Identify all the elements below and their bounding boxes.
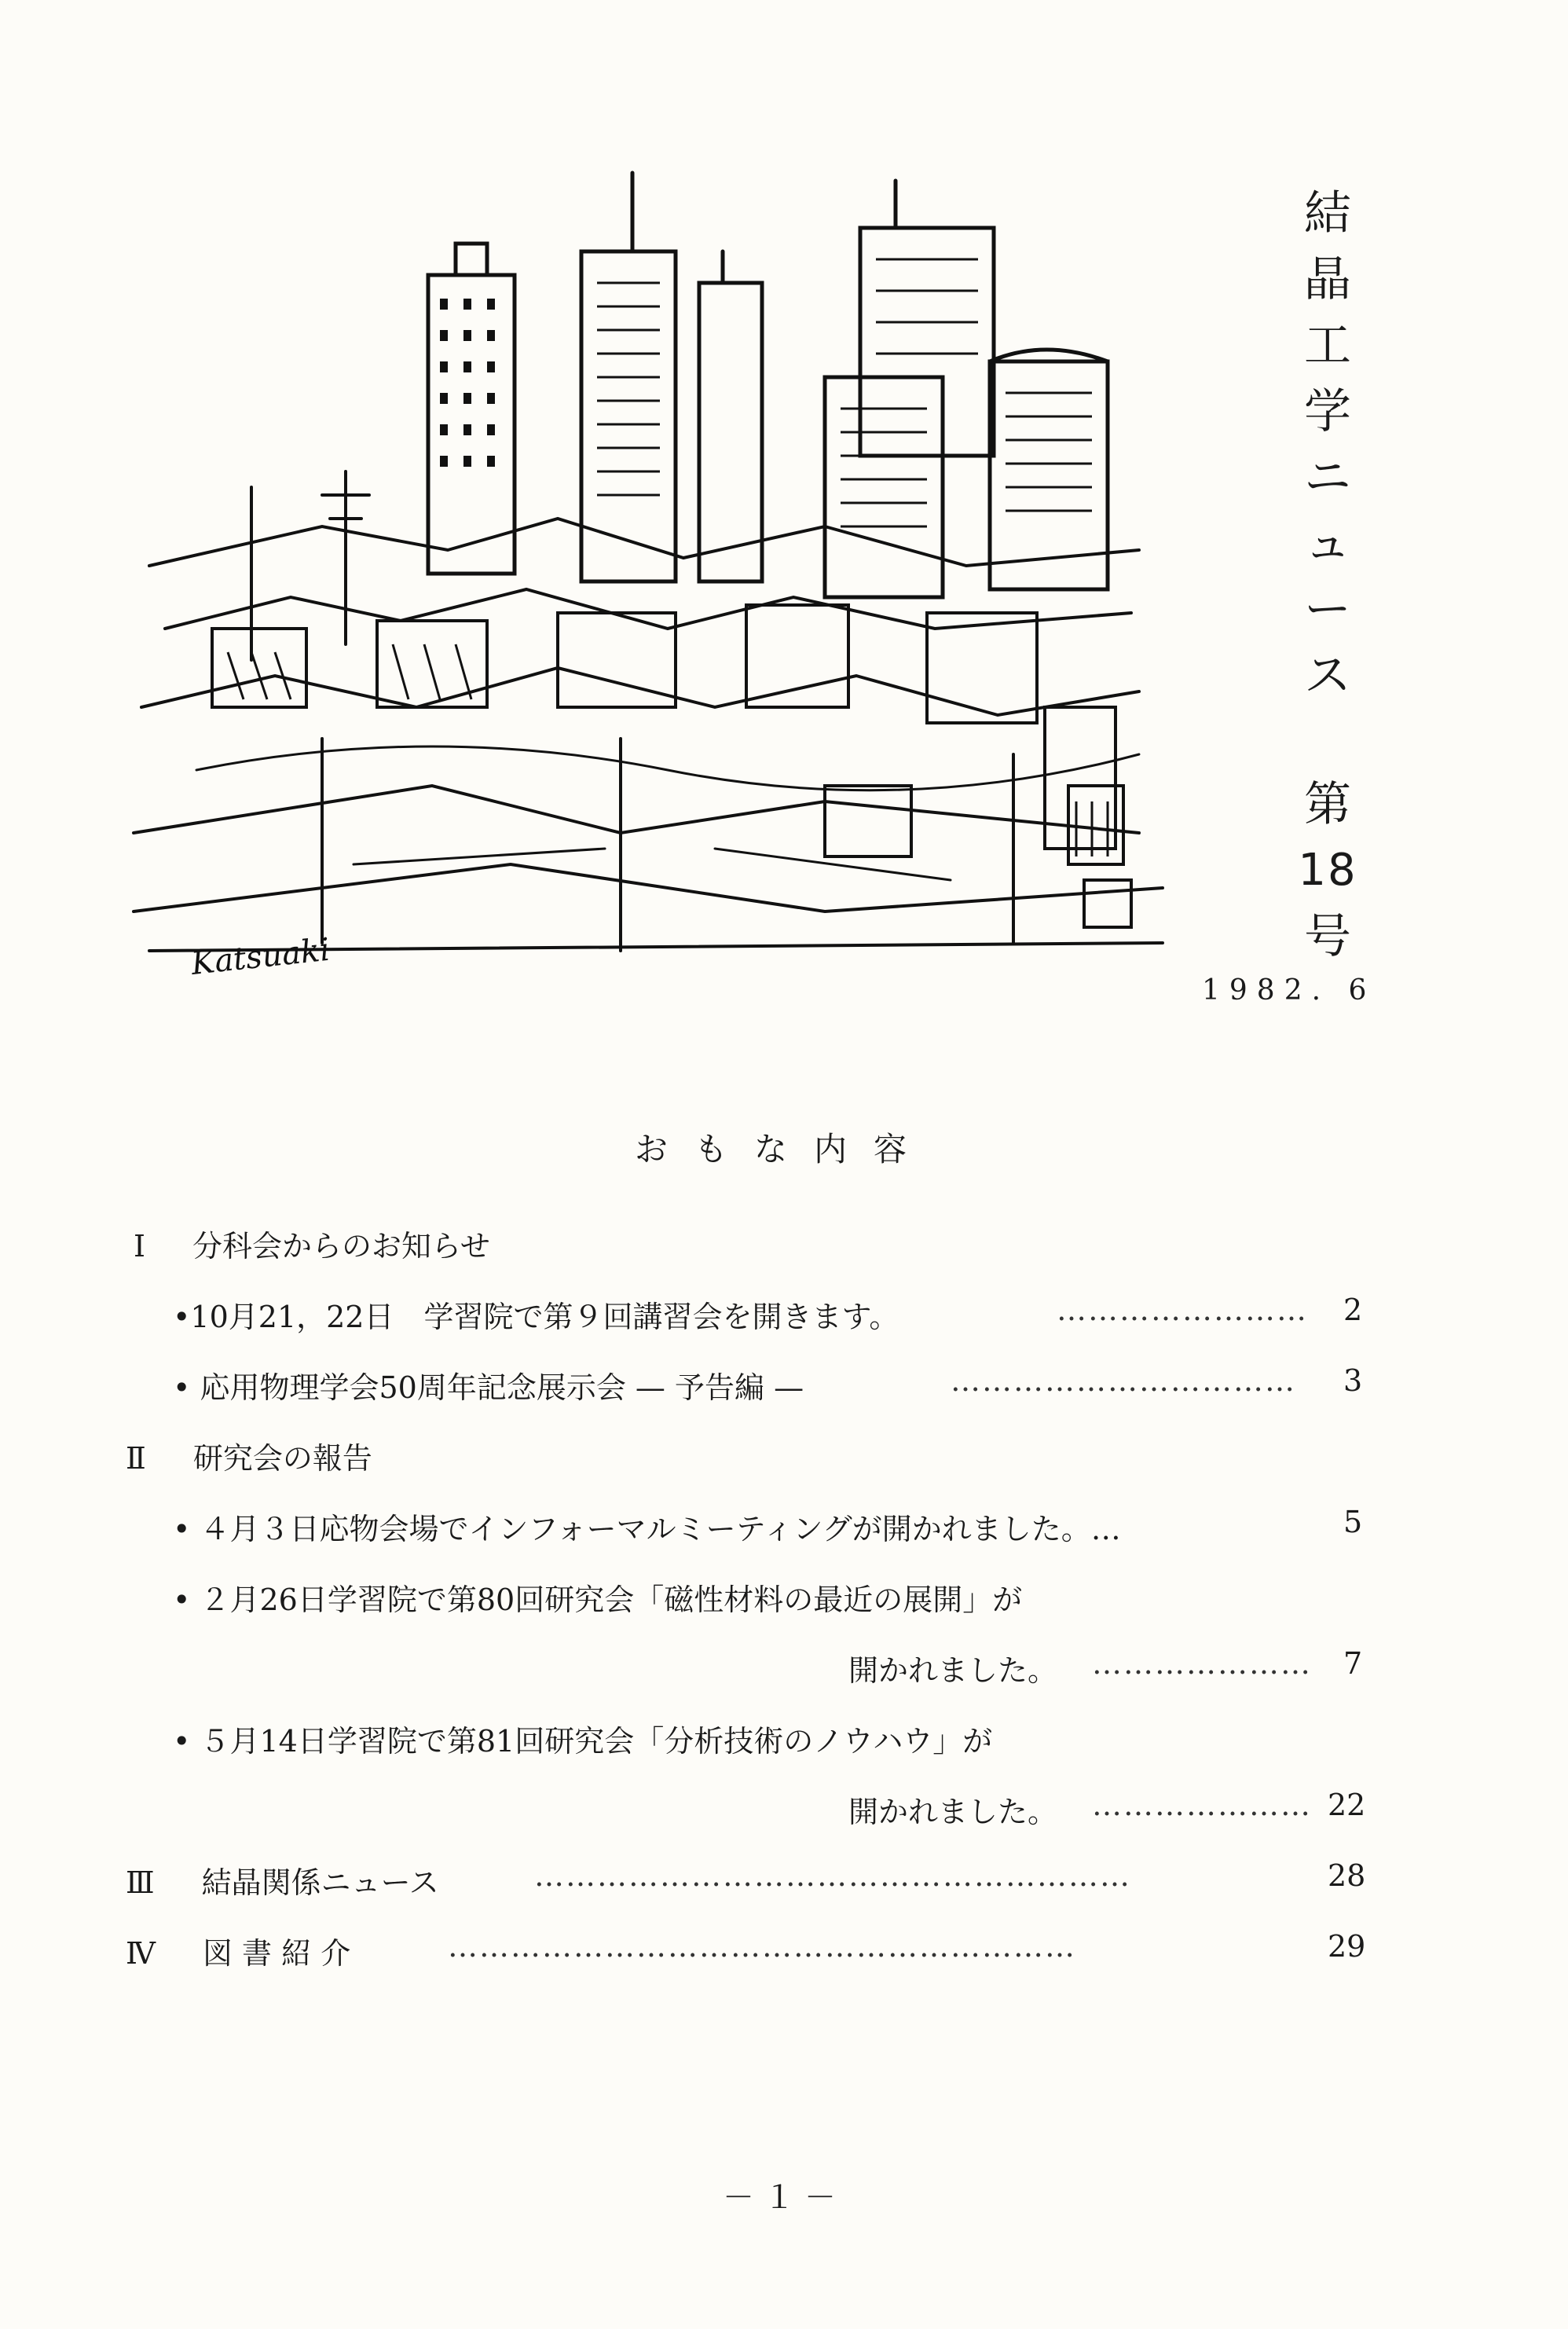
cityscape-sketch xyxy=(118,157,1186,1014)
page-number: －１－ xyxy=(723,2180,845,2216)
leader-dots: ………………… xyxy=(1092,1788,1312,1822)
toc-page-number: 5 xyxy=(1343,1505,1363,1539)
title-char: ー xyxy=(1304,582,1351,637)
toc-entry xyxy=(173,1717,992,1760)
masthead-vertical-title xyxy=(1280,181,1375,970)
toc-entry xyxy=(173,1293,899,1336)
title-char: 学 xyxy=(1304,384,1351,439)
section-numeral: Ⅳ xyxy=(126,1936,156,1971)
toc-entry-text: • ５月14日学習院で第81回研究会「分析技術のノウハウ」が xyxy=(173,1724,993,1759)
toc-entry xyxy=(173,1575,1022,1619)
toc-entry-text: •10月21，22日 学習院で第９回講習会を開きます。 xyxy=(173,1300,899,1334)
section-numeral: Ⅰ xyxy=(134,1229,146,1264)
leader-dots: …………………………… xyxy=(951,1363,1296,1398)
section-title: 図 書 紹 介 xyxy=(202,1936,351,1971)
leader-dots: ………………… xyxy=(1092,1646,1312,1681)
issue-char: 第 xyxy=(1304,777,1351,832)
toc-entry xyxy=(173,1505,1121,1548)
toc-entry-text: • ２月26日学習院で第80回研究会「磁性材料の最近の展開」が xyxy=(173,1583,1023,1617)
section-numeral: Ⅲ xyxy=(126,1865,155,1900)
toc-entry-text: • 応用物理学会50周年記念展示会 — 予告編 — xyxy=(173,1370,804,1405)
leader-dots: ………………………………………………… xyxy=(534,1858,1131,1893)
toc-page-number: 3 xyxy=(1343,1363,1363,1398)
issue-char: 号 xyxy=(1304,909,1351,964)
leader-dots: …………………… xyxy=(1057,1293,1308,1327)
title-char: 晶 xyxy=(1304,252,1351,307)
section-heading xyxy=(126,1858,439,1902)
contents-heading: おもな内容 xyxy=(634,1130,933,1168)
toc-page-number: 2 xyxy=(1343,1293,1363,1327)
toc-entry-continuation: 開かれました。 xyxy=(848,1795,1058,1829)
toc-entry xyxy=(173,1363,804,1407)
issue-date: 1982. 6 xyxy=(1202,974,1376,1007)
leader-dots: …………………………………………………… xyxy=(448,1929,1076,1964)
section-heading xyxy=(126,1929,350,1972)
toc-page-number: 22 xyxy=(1328,1788,1366,1822)
toc-page-number: 28 xyxy=(1328,1858,1366,1893)
toc-page-number: 7 xyxy=(1343,1646,1363,1681)
title-char: 結 xyxy=(1304,186,1351,241)
toc-entry-text: • ４月３日応物会場でインフォーマルミーティングが開かれました。… xyxy=(173,1512,1121,1546)
title-char: ュ xyxy=(1304,516,1351,571)
section-title: 結晶関係ニュース xyxy=(201,1865,439,1900)
title-char: ニ xyxy=(1304,450,1351,505)
toc-entry-continuation: 開かれました。 xyxy=(848,1653,1058,1688)
section-heading xyxy=(134,1222,490,1265)
sketch-signature: Katsuaki xyxy=(189,931,332,982)
section-title: 分科会からのお知らせ xyxy=(192,1229,490,1264)
title-char: ス xyxy=(1304,648,1351,703)
title-char: 工 xyxy=(1304,318,1351,373)
issue-number: 18 xyxy=(1298,845,1357,896)
toc-page-number: 29 xyxy=(1328,1929,1366,1964)
section-heading xyxy=(126,1434,372,1477)
section-numeral: Ⅱ xyxy=(126,1441,146,1476)
section-title: 研究会の報告 xyxy=(192,1441,372,1476)
